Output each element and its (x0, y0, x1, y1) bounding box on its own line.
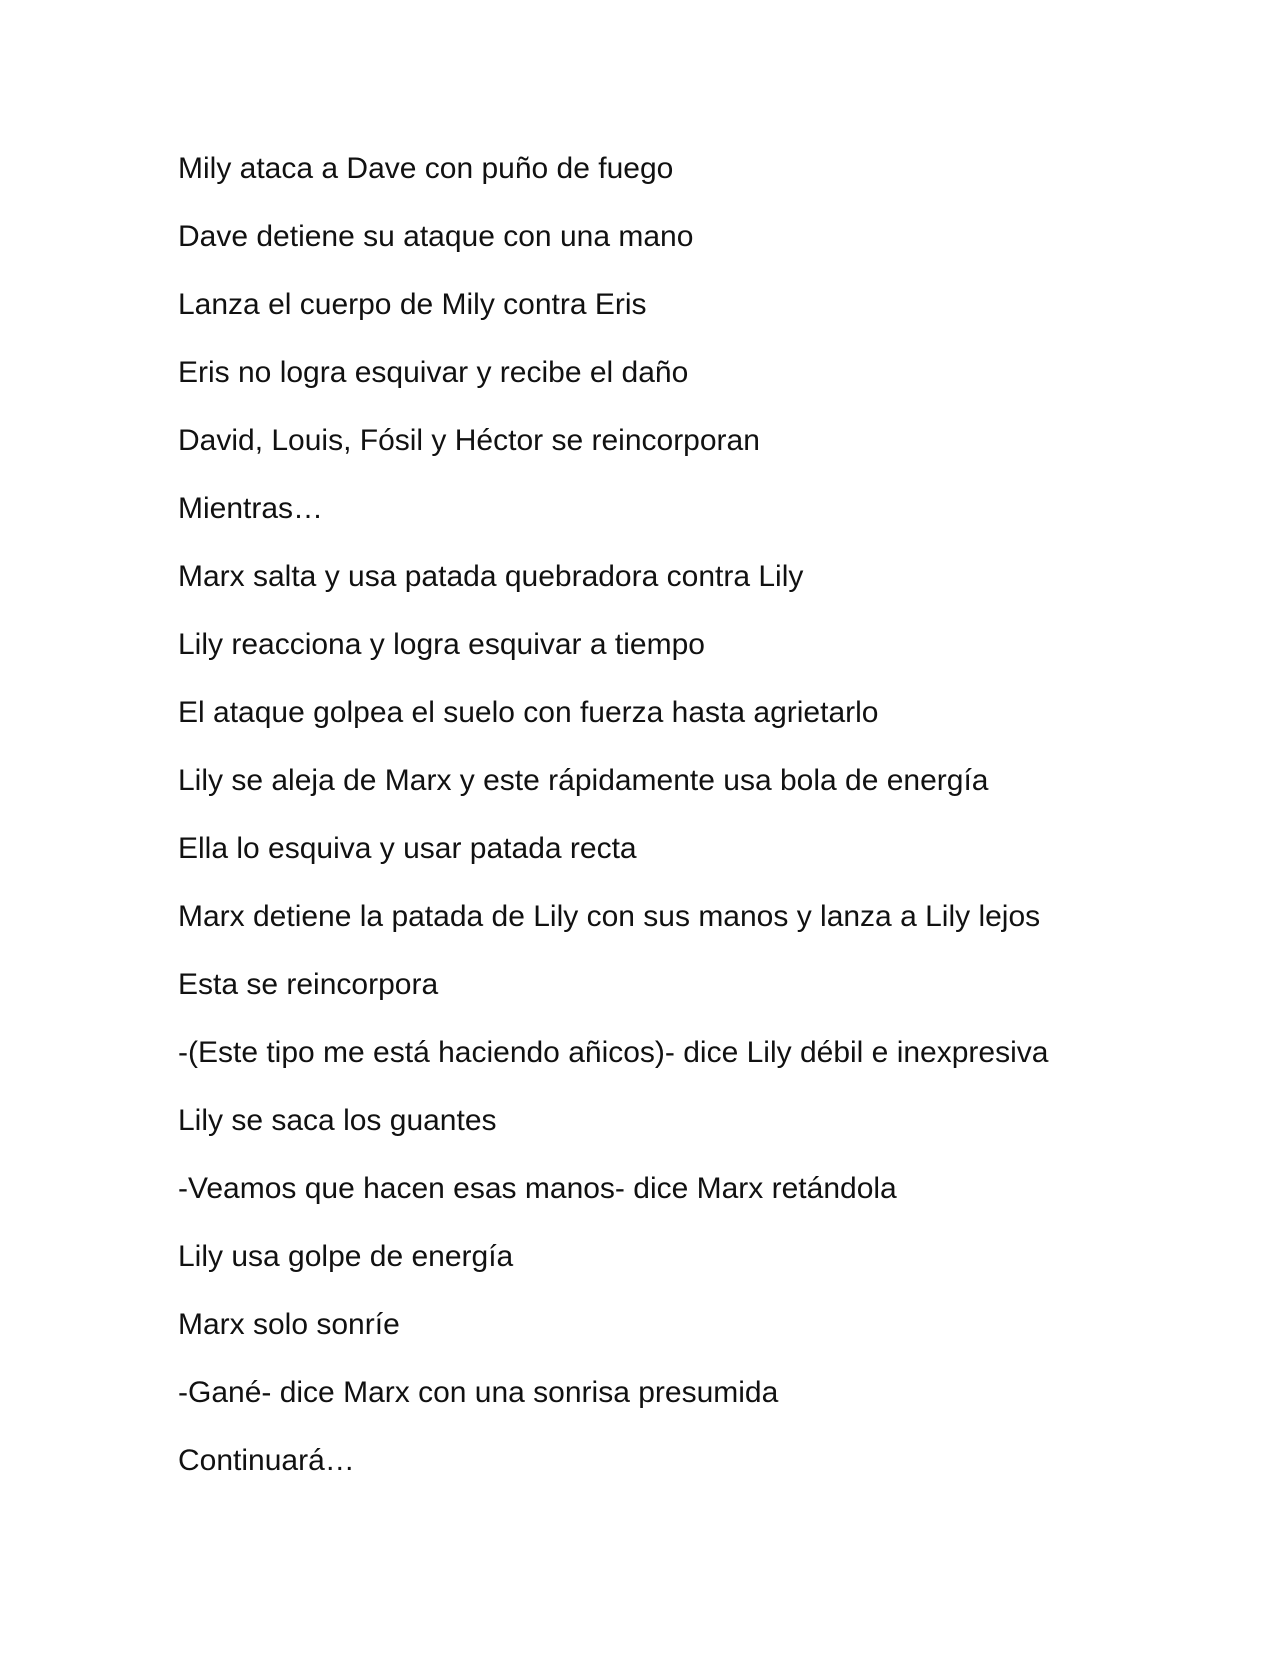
text-line: Continuará… (178, 1444, 355, 1477)
story-text (178, 145, 1178, 1505)
text-line: Ella lo esquiva y usar patada recta (178, 832, 637, 865)
text-line: -Gané- dice Marx con una sonrisa presumida (178, 1376, 779, 1409)
text-line: Lanza el cuerpo de Mily contra Eris (178, 288, 647, 321)
text-line: El ataque golpea el suelo con fuerza hasta agrietarlo (178, 696, 879, 729)
text-line: Mily ataca a Dave con puño de fuego (178, 152, 674, 185)
text-line: Eris no logra esquivar y recibe el daño (178, 356, 689, 389)
text-line: Esta se reincorpora (178, 968, 439, 1001)
text-line: Dave detiene su ataque con una mano (178, 220, 694, 253)
text-line: Marx detiene la patada de Lily con sus manos y lanza a Lily lejos (178, 900, 1041, 933)
text-line: -Veamos que hacen esas manos- dice Marx retándola (178, 1172, 897, 1205)
text-line: Lily se saca los guantes (178, 1104, 497, 1137)
text-line: Mientras… (178, 492, 324, 525)
text-line: Lily se aleja de Marx y este rápidamente usa bola de energía (178, 764, 989, 797)
text-line: Lily reacciona y logra esquivar a tiempo (178, 628, 705, 661)
text-line: Marx solo sonríe (178, 1308, 400, 1341)
text-line: David, Louis, Fósil y Héctor se reincorporan (178, 424, 760, 457)
text-line: Lily usa golpe de energía (178, 1240, 514, 1273)
text-line: Marx salta y usa patada quebradora contra Lily (178, 560, 804, 593)
text-line: -(Este tipo me está haciendo añicos)- dice Lily débil e inexpresiva (178, 1036, 1049, 1069)
